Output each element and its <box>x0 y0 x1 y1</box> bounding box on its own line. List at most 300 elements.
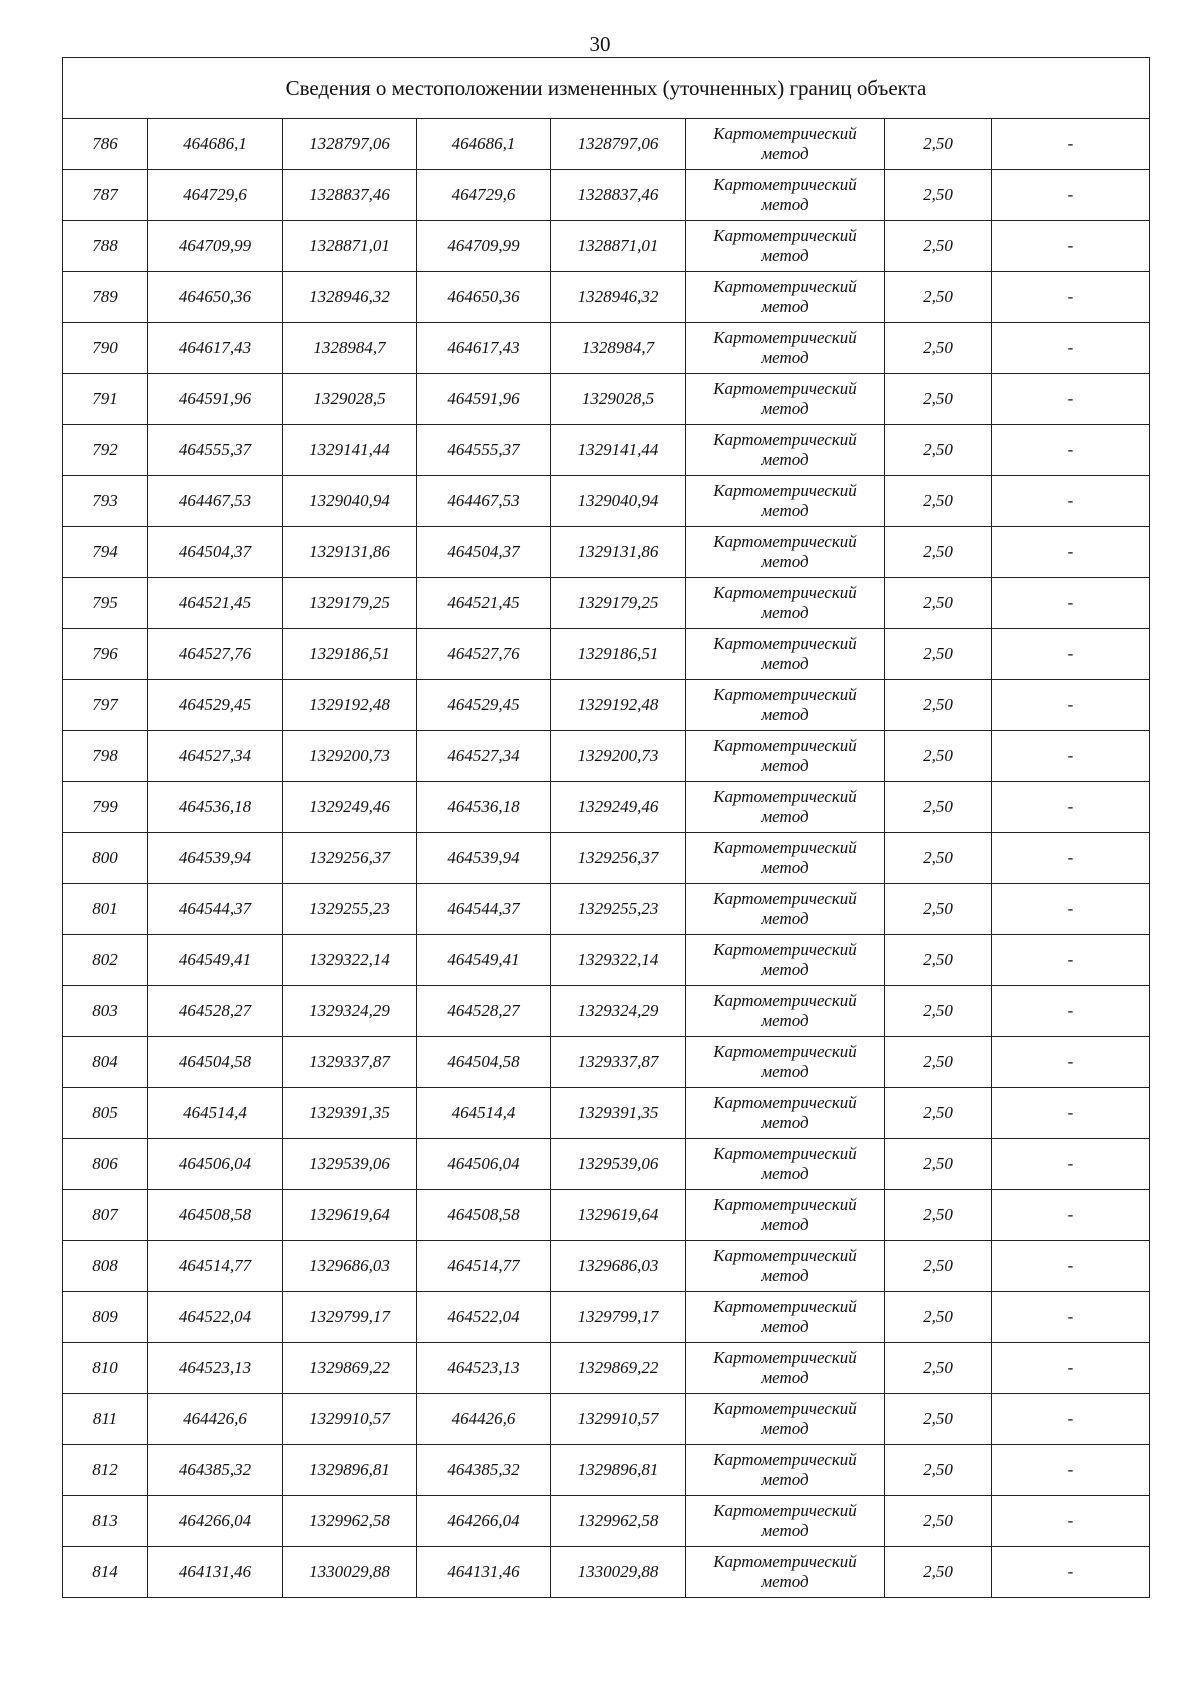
method-line2: метод <box>761 144 809 163</box>
y-existing-cell: 1329391,35 <box>283 1088 417 1139</box>
accuracy-cell: 2,50 <box>885 680 992 731</box>
accuracy-cell: 2,50 <box>885 1343 992 1394</box>
y-existing-cell: 1328871,01 <box>283 221 417 272</box>
y-updated-cell: 1329255,23 <box>551 884 686 935</box>
x-existing-cell: 464504,58 <box>148 1037 283 1088</box>
description-cell: - <box>992 680 1150 731</box>
table-row <box>63 935 1150 986</box>
point-number-cell: 808 <box>63 1241 148 1292</box>
description-cell: - <box>992 1139 1150 1190</box>
y-existing-cell: 1329539,06 <box>283 1139 417 1190</box>
x-existing-cell: 464555,37 <box>148 425 283 476</box>
accuracy-cell: 2,50 <box>885 884 992 935</box>
y-existing-cell: 1328946,32 <box>283 272 417 323</box>
description-cell: - <box>992 221 1150 272</box>
x-updated-cell: 464504,37 <box>417 527 551 578</box>
method-cell <box>686 884 885 935</box>
method-cell <box>686 1343 885 1394</box>
method-cell <box>686 1292 885 1343</box>
table-row <box>63 1292 1150 1343</box>
accuracy-cell: 2,50 <box>885 527 992 578</box>
y-updated-cell: 1329040,94 <box>551 476 686 527</box>
boundary-coordinates-table <box>62 57 1150 1598</box>
y-existing-cell: 1329337,87 <box>283 1037 417 1088</box>
point-number-cell: 794 <box>63 527 148 578</box>
x-existing-cell: 464521,45 <box>148 578 283 629</box>
x-updated-cell: 464504,58 <box>417 1037 551 1088</box>
y-updated-cell: 1328837,46 <box>551 170 686 221</box>
method-line2: метод <box>761 246 809 265</box>
method-line1: Картометрический <box>713 991 857 1010</box>
y-updated-cell: 1329869,22 <box>551 1343 686 1394</box>
x-updated-cell: 464522,04 <box>417 1292 551 1343</box>
point-number-cell: 810 <box>63 1343 148 1394</box>
method-line1: Картометрический <box>713 838 857 857</box>
accuracy-cell: 2,50 <box>885 1190 992 1241</box>
x-existing-cell: 464467,53 <box>148 476 283 527</box>
table-title: Сведения о местоположении измененных (уточненных) границ объекта <box>63 58 1150 119</box>
y-existing-cell: 1329040,94 <box>283 476 417 527</box>
table-row <box>63 731 1150 782</box>
method-line1: Картометрический <box>713 532 857 551</box>
accuracy-cell: 2,50 <box>885 935 992 986</box>
y-existing-cell: 1329141,44 <box>283 425 417 476</box>
y-updated-cell: 1329028,5 <box>551 374 686 425</box>
point-number-cell: 788 <box>63 221 148 272</box>
y-updated-cell: 1329186,51 <box>551 629 686 680</box>
method-line1: Картометрический <box>713 1042 857 1061</box>
description-cell: - <box>992 170 1150 221</box>
point-number-cell: 800 <box>63 833 148 884</box>
point-number-cell: 802 <box>63 935 148 986</box>
y-existing-cell: 1329869,22 <box>283 1343 417 1394</box>
method-line1: Картометрический <box>713 1246 857 1265</box>
y-updated-cell: 1329249,46 <box>551 782 686 833</box>
x-existing-cell: 464527,34 <box>148 731 283 782</box>
x-updated-cell: 464521,45 <box>417 578 551 629</box>
x-updated-cell: 464467,53 <box>417 476 551 527</box>
point-number-cell: 804 <box>63 1037 148 1088</box>
method-line2: метод <box>761 1113 809 1132</box>
x-existing-cell: 464131,46 <box>148 1547 283 1598</box>
table-row <box>63 1394 1150 1445</box>
method-line2: метод <box>761 297 809 316</box>
accuracy-cell: 2,50 <box>885 119 992 170</box>
y-existing-cell: 1329322,14 <box>283 935 417 986</box>
x-updated-cell: 464555,37 <box>417 425 551 476</box>
method-cell <box>686 1037 885 1088</box>
table-row <box>63 527 1150 578</box>
accuracy-cell: 2,50 <box>885 1037 992 1088</box>
y-existing-cell: 1329686,03 <box>283 1241 417 1292</box>
table-row <box>63 221 1150 272</box>
y-updated-cell: 1328871,01 <box>551 221 686 272</box>
method-line1: Картометрический <box>713 1144 857 1163</box>
method-line1: Картометрический <box>713 940 857 959</box>
description-cell: - <box>992 323 1150 374</box>
point-number-cell: 792 <box>63 425 148 476</box>
x-existing-cell: 464617,43 <box>148 323 283 374</box>
accuracy-cell: 2,50 <box>885 986 992 1037</box>
description-cell: - <box>992 272 1150 323</box>
method-line1: Картометрический <box>713 1552 857 1571</box>
accuracy-cell: 2,50 <box>885 1292 992 1343</box>
method-line1: Картометрический <box>713 736 857 755</box>
description-cell: - <box>992 1445 1150 1496</box>
method-cell <box>686 323 885 374</box>
method-line2: метод <box>761 450 809 469</box>
accuracy-cell: 2,50 <box>885 374 992 425</box>
y-existing-cell: 1329910,57 <box>283 1394 417 1445</box>
accuracy-cell: 2,50 <box>885 1547 992 1598</box>
point-number-cell: 814 <box>63 1547 148 1598</box>
y-updated-cell: 1329141,44 <box>551 425 686 476</box>
method-cell <box>686 1088 885 1139</box>
y-existing-cell: 1329255,23 <box>283 884 417 935</box>
method-cell <box>686 272 885 323</box>
table-row <box>63 425 1150 476</box>
method-line1: Картометрический <box>713 787 857 806</box>
table-row <box>63 1139 1150 1190</box>
table-row <box>63 170 1150 221</box>
x-existing-cell: 464508,58 <box>148 1190 283 1241</box>
x-updated-cell: 464527,76 <box>417 629 551 680</box>
method-line1: Картометрический <box>713 1399 857 1418</box>
point-number-cell: 789 <box>63 272 148 323</box>
description-cell: - <box>992 1241 1150 1292</box>
method-cell <box>686 374 885 425</box>
description-cell: - <box>992 935 1150 986</box>
accuracy-cell: 2,50 <box>885 272 992 323</box>
method-cell <box>686 731 885 782</box>
description-cell: - <box>992 1037 1150 1088</box>
y-existing-cell: 1329256,37 <box>283 833 417 884</box>
y-existing-cell: 1329962,58 <box>283 1496 417 1547</box>
method-line1: Картометрический <box>713 889 857 908</box>
y-updated-cell: 1329322,14 <box>551 935 686 986</box>
point-number-cell: 803 <box>63 986 148 1037</box>
method-line1: Картометрический <box>713 1297 857 1316</box>
method-cell <box>686 680 885 731</box>
point-number-cell: 806 <box>63 1139 148 1190</box>
table-row <box>63 680 1150 731</box>
x-updated-cell: 464508,58 <box>417 1190 551 1241</box>
method-line2: метод <box>761 654 809 673</box>
description-cell: - <box>992 425 1150 476</box>
x-updated-cell: 464514,4 <box>417 1088 551 1139</box>
method-line2: метод <box>761 1419 809 1438</box>
method-cell <box>686 782 885 833</box>
description-cell: - <box>992 578 1150 629</box>
point-number-cell: 787 <box>63 170 148 221</box>
accuracy-cell: 2,50 <box>885 1496 992 1547</box>
description-cell: - <box>992 1292 1150 1343</box>
accuracy-cell: 2,50 <box>885 578 992 629</box>
y-updated-cell: 1329962,58 <box>551 1496 686 1547</box>
description-cell: - <box>992 119 1150 170</box>
accuracy-cell: 2,50 <box>885 323 992 374</box>
x-existing-cell: 464591,96 <box>148 374 283 425</box>
y-updated-cell: 1329131,86 <box>551 527 686 578</box>
table-title-row <box>63 58 1150 119</box>
method-line1: Картометрический <box>713 226 857 245</box>
y-updated-cell: 1329799,17 <box>551 1292 686 1343</box>
method-line2: метод <box>761 1470 809 1489</box>
method-cell <box>686 935 885 986</box>
y-updated-cell: 1329910,57 <box>551 1394 686 1445</box>
x-existing-cell: 464729,6 <box>148 170 283 221</box>
x-updated-cell: 464617,43 <box>417 323 551 374</box>
method-line1: Картометрический <box>713 1195 857 1214</box>
method-cell <box>686 578 885 629</box>
table-row <box>63 1343 1150 1394</box>
x-updated-cell: 464709,99 <box>417 221 551 272</box>
y-existing-cell: 1329324,29 <box>283 986 417 1037</box>
table-row <box>63 1190 1150 1241</box>
x-existing-cell: 464549,41 <box>148 935 283 986</box>
method-cell <box>686 629 885 680</box>
accuracy-cell: 2,50 <box>885 1394 992 1445</box>
x-updated-cell: 464549,41 <box>417 935 551 986</box>
description-cell: - <box>992 1547 1150 1598</box>
table-row <box>63 986 1150 1037</box>
accuracy-cell: 2,50 <box>885 1241 992 1292</box>
method-line2: метод <box>761 195 809 214</box>
x-existing-cell: 464527,76 <box>148 629 283 680</box>
method-line1: Картометрический <box>713 634 857 653</box>
x-updated-cell: 464536,18 <box>417 782 551 833</box>
method-line2: метод <box>761 756 809 775</box>
accuracy-cell: 2,50 <box>885 782 992 833</box>
method-line2: метод <box>761 603 809 622</box>
x-existing-cell: 464528,27 <box>148 986 283 1037</box>
x-updated-cell: 464650,36 <box>417 272 551 323</box>
method-cell <box>686 476 885 527</box>
table-row <box>63 476 1150 527</box>
accuracy-cell: 2,50 <box>885 170 992 221</box>
table-row <box>63 323 1150 374</box>
x-updated-cell: 464514,77 <box>417 1241 551 1292</box>
x-updated-cell: 464686,1 <box>417 119 551 170</box>
method-cell <box>686 833 885 884</box>
description-cell: - <box>992 884 1150 935</box>
x-existing-cell: 464544,37 <box>148 884 283 935</box>
y-existing-cell: 1329192,48 <box>283 680 417 731</box>
table-row <box>63 1496 1150 1547</box>
point-number-cell: 790 <box>63 323 148 374</box>
method-line2: метод <box>761 807 809 826</box>
method-line2: метод <box>761 1164 809 1183</box>
method-line2: метод <box>761 1521 809 1540</box>
y-existing-cell: 1329799,17 <box>283 1292 417 1343</box>
description-cell: - <box>992 374 1150 425</box>
x-updated-cell: 464528,27 <box>417 986 551 1037</box>
point-number-cell: 807 <box>63 1190 148 1241</box>
x-updated-cell: 464266,04 <box>417 1496 551 1547</box>
method-cell <box>686 1139 885 1190</box>
method-line1: Картометрический <box>713 430 857 449</box>
x-existing-cell: 464686,1 <box>148 119 283 170</box>
method-line1: Картометрический <box>713 1450 857 1469</box>
point-number-cell: 796 <box>63 629 148 680</box>
table-row <box>63 374 1150 425</box>
method-line1: Картометрический <box>713 175 857 194</box>
y-updated-cell: 1329619,64 <box>551 1190 686 1241</box>
table-row <box>63 1445 1150 1496</box>
x-existing-cell: 464426,6 <box>148 1394 283 1445</box>
y-existing-cell: 1329186,51 <box>283 629 417 680</box>
method-line1: Картометрический <box>713 481 857 500</box>
point-number-cell: 791 <box>63 374 148 425</box>
table-row <box>63 119 1150 170</box>
method-line1: Картометрический <box>713 328 857 347</box>
point-number-cell: 801 <box>63 884 148 935</box>
method-cell <box>686 119 885 170</box>
method-cell <box>686 1190 885 1241</box>
table-row <box>63 782 1150 833</box>
description-cell: - <box>992 1343 1150 1394</box>
y-existing-cell: 1328984,7 <box>283 323 417 374</box>
accuracy-cell: 2,50 <box>885 629 992 680</box>
x-existing-cell: 464523,13 <box>148 1343 283 1394</box>
accuracy-cell: 2,50 <box>885 425 992 476</box>
x-updated-cell: 464529,45 <box>417 680 551 731</box>
y-updated-cell: 1328946,32 <box>551 272 686 323</box>
description-cell: - <box>992 731 1150 782</box>
point-number-cell: 809 <box>63 1292 148 1343</box>
method-cell <box>686 986 885 1037</box>
y-existing-cell: 1329249,46 <box>283 782 417 833</box>
y-updated-cell: 1329179,25 <box>551 578 686 629</box>
x-existing-cell: 464506,04 <box>148 1139 283 1190</box>
accuracy-cell: 2,50 <box>885 1088 992 1139</box>
y-updated-cell: 1329337,87 <box>551 1037 686 1088</box>
description-cell: - <box>992 476 1150 527</box>
point-number-cell: 811 <box>63 1394 148 1445</box>
point-number-cell: 813 <box>63 1496 148 1547</box>
point-number-cell: 786 <box>63 119 148 170</box>
y-existing-cell: 1328797,06 <box>283 119 417 170</box>
description-cell: - <box>992 986 1150 1037</box>
x-existing-cell: 464522,04 <box>148 1292 283 1343</box>
method-line2: метод <box>761 1266 809 1285</box>
method-line2: метод <box>761 1011 809 1030</box>
y-existing-cell: 1329028,5 <box>283 374 417 425</box>
method-line1: Картометрический <box>713 379 857 398</box>
x-existing-cell: 464514,4 <box>148 1088 283 1139</box>
point-number-cell: 798 <box>63 731 148 782</box>
y-existing-cell: 1329179,25 <box>283 578 417 629</box>
method-line2: метод <box>761 348 809 367</box>
x-updated-cell: 464506,04 <box>417 1139 551 1190</box>
x-updated-cell: 464523,13 <box>417 1343 551 1394</box>
method-cell <box>686 170 885 221</box>
y-updated-cell: 1328984,7 <box>551 323 686 374</box>
x-updated-cell: 464729,6 <box>417 170 551 221</box>
method-cell <box>686 425 885 476</box>
x-updated-cell: 464539,94 <box>417 833 551 884</box>
method-line1: Картометрический <box>713 1501 857 1520</box>
method-cell <box>686 1241 885 1292</box>
method-line1: Картометрический <box>713 685 857 704</box>
method-line1: Картометрический <box>713 1093 857 1112</box>
x-existing-cell: 464514,77 <box>148 1241 283 1292</box>
y-updated-cell: 1329391,35 <box>551 1088 686 1139</box>
description-cell: - <box>992 1088 1150 1139</box>
method-line2: метод <box>761 705 809 724</box>
y-updated-cell: 1329539,06 <box>551 1139 686 1190</box>
y-updated-cell: 1329324,29 <box>551 986 686 1037</box>
method-line2: метод <box>761 960 809 979</box>
description-cell: - <box>992 1394 1150 1445</box>
table-row <box>63 1088 1150 1139</box>
table-row <box>63 1547 1150 1598</box>
table-row <box>63 578 1150 629</box>
table-row <box>63 884 1150 935</box>
accuracy-cell: 2,50 <box>885 1139 992 1190</box>
x-existing-cell: 464536,18 <box>148 782 283 833</box>
x-updated-cell: 464131,46 <box>417 1547 551 1598</box>
point-number-cell: 812 <box>63 1445 148 1496</box>
y-updated-cell: 1329256,37 <box>551 833 686 884</box>
method-line2: метод <box>761 858 809 877</box>
method-cell <box>686 1445 885 1496</box>
page-number: 30 <box>589 32 611 56</box>
method-line1: Картометрический <box>713 1348 857 1367</box>
description-cell: - <box>992 782 1150 833</box>
x-existing-cell: 464539,94 <box>148 833 283 884</box>
method-line1: Картометрический <box>713 277 857 296</box>
method-line2: метод <box>761 1572 809 1591</box>
description-cell: - <box>992 629 1150 680</box>
x-existing-cell: 464709,99 <box>148 221 283 272</box>
method-line2: метод <box>761 909 809 928</box>
method-cell <box>686 1547 885 1598</box>
method-line2: метод <box>761 1317 809 1336</box>
x-updated-cell: 464544,37 <box>417 884 551 935</box>
y-updated-cell: 1328797,06 <box>551 119 686 170</box>
x-updated-cell: 464527,34 <box>417 731 551 782</box>
method-line1: Картометрический <box>713 124 857 143</box>
description-cell: - <box>992 1190 1150 1241</box>
method-cell <box>686 527 885 578</box>
x-updated-cell: 464426,6 <box>417 1394 551 1445</box>
accuracy-cell: 2,50 <box>885 476 992 527</box>
y-updated-cell: 1329192,48 <box>551 680 686 731</box>
accuracy-cell: 2,50 <box>885 1445 992 1496</box>
y-existing-cell: 1329619,64 <box>283 1190 417 1241</box>
y-existing-cell: 1329200,73 <box>283 731 417 782</box>
x-updated-cell: 464385,32 <box>417 1445 551 1496</box>
x-existing-cell: 464529,45 <box>148 680 283 731</box>
accuracy-cell: 2,50 <box>885 731 992 782</box>
x-existing-cell: 464266,04 <box>148 1496 283 1547</box>
method-line2: метод <box>761 399 809 418</box>
method-line2: метод <box>761 1368 809 1387</box>
y-updated-cell: 1329686,03 <box>551 1241 686 1292</box>
method-cell <box>686 221 885 272</box>
y-updated-cell: 1330029,88 <box>551 1547 686 1598</box>
y-existing-cell: 1329131,86 <box>283 527 417 578</box>
point-number-cell: 799 <box>63 782 148 833</box>
x-existing-cell: 464385,32 <box>148 1445 283 1496</box>
point-number-cell: 793 <box>63 476 148 527</box>
description-cell: - <box>992 527 1150 578</box>
y-existing-cell: 1328837,46 <box>283 170 417 221</box>
y-updated-cell: 1329200,73 <box>551 731 686 782</box>
point-number-cell: 795 <box>63 578 148 629</box>
method-line2: метод <box>761 1062 809 1081</box>
